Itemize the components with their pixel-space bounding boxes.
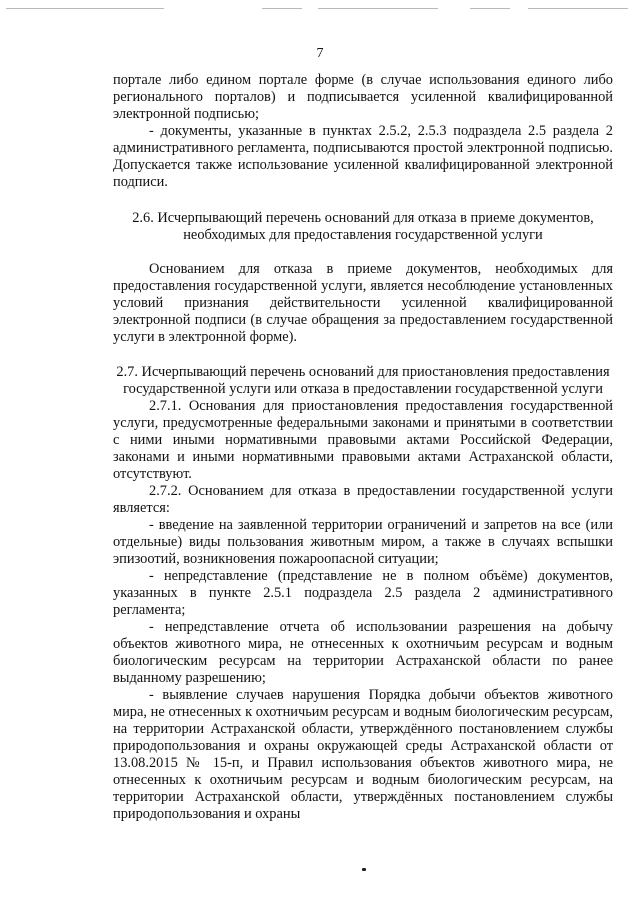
page-number: 7 xyxy=(316,46,324,61)
list-item-violations: - выявление случаев нарушения Порядка добычи объектов животного мира, не отнесенных к охотничьим ресурсам и водным биологическим ресурсам, на территории Астраханской области, утверждённого постановлением службы природопользования и охраны окружающей среды Астраханской области от 13.08.2015 № 15-п, и Правил использования объектов животного мира, не отнесенных к охотничьим ресурсам и водным биологическим ресурсам, на территории Астраханской области, утверждённых постановлением службы природопользования и охраны xyxy=(113,687,613,822)
document-body xyxy=(113,72,613,823)
paragraph-2-7-2: 2.7.2. Основанием для отказа в предоставлении государственной услуги является: xyxy=(113,483,613,516)
paragraph-refusal-basis: Основанием для отказа в приеме документов, необходимых для предоставления государственной услуги, является несоблюдение установленных условий признания действительности усиленной квалифицированной электронной подписи (в случае обращения за предоставлением государственной услуги в электронной форме). xyxy=(113,261,613,345)
section-heading-2-7: 2.7. Исчерпывающий перечень оснований для приостановления предоставления государственной услуги или отказа в предоставлении государственной услуги xyxy=(116,364,610,397)
scan-top-edge xyxy=(0,6,640,12)
list-item-signature: - документы, указанные в пунктах 2.5.2, 2.5.3 подраздела 2.5 раздела 2 административного регламента, подписываются простой электронной подписью. Допускается также использование усиленной квалифицированной электронной подписи. xyxy=(113,123,613,190)
scan-speck xyxy=(362,868,366,871)
list-item-missing-documents: - непредставление (представление не в полном объёме) документов, указанных в пункте 2.5.1 подраздела 2.5 раздела 2 административного регламента; xyxy=(113,568,613,618)
paragraph-continuation: портале либо едином портале форме (в случае использования единого либо регионального порталов) и подписывается усиленной квалифицированной электронной подписью; xyxy=(113,72,613,122)
list-item-missing-report: - непредставление отчета об использовании разрешения на добычу объектов животного мира, не отнесенных к охотничьим ресурсам и водным биологическим ресурсам на территории Астраханской области по ранее выданному разрешению; xyxy=(113,619,613,686)
paragraph-2-7-1: 2.7.1. Основания для приостановления предоставления государственной услуги, предусмотренные федеральными законами и принятыми в соответствии с ними иными нормативными правовыми актами Российской Федерации, законами и иными нормативными правовыми актами Астраханской области, отсутствуют. xyxy=(113,398,613,482)
list-item-restrictions: - введение на заявленной территории ограничений и запретов на все (или отдельные) виды пользования животным миром, а также в случаях вспышки эпизоотий, возникновения пожароопасной ситуации; xyxy=(113,517,613,567)
section-heading-2-6: 2.6. Исчерпывающий перечень оснований для отказа в приеме документов, необходимых для предоставления государственной услуги xyxy=(132,210,594,243)
